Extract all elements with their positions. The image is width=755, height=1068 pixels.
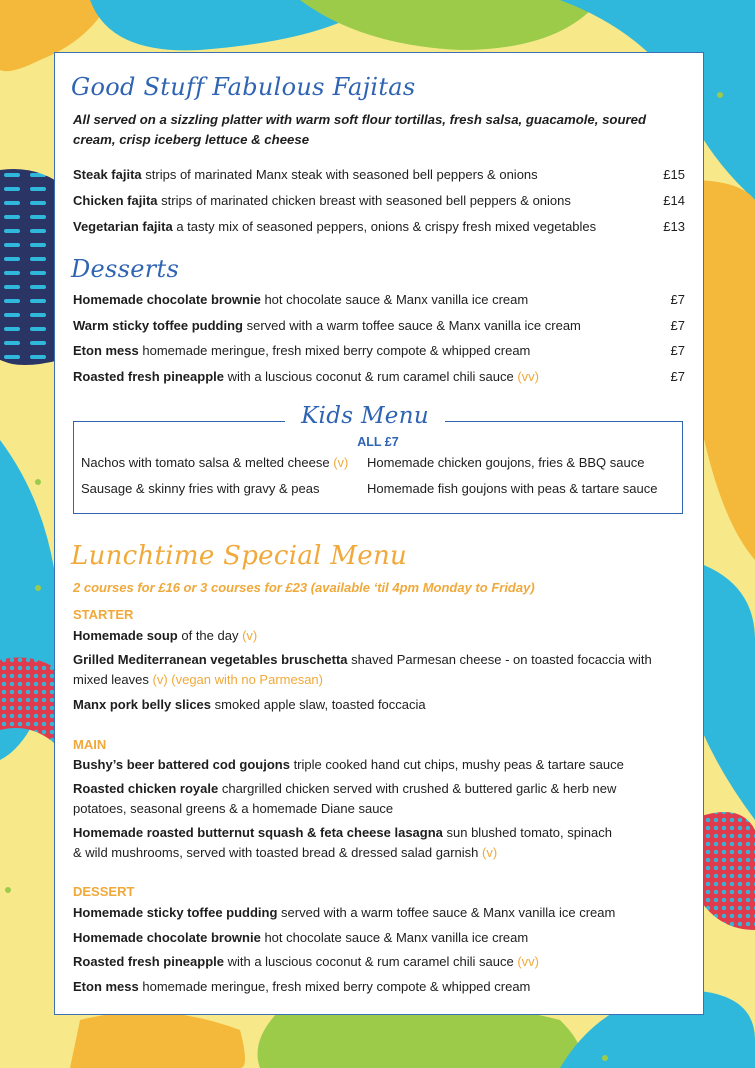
item-name: Roasted fresh pineapple (73, 369, 224, 384)
item-name: Homemade soup (73, 628, 178, 643)
item-desc: chargrilled chicken served with crushed & buttered garlic & herb new (218, 781, 617, 796)
dessert-label: DESSERT (73, 884, 135, 899)
item-name: Homemade sticky toffee pudding (73, 905, 278, 920)
lunch-subtitle: 2 courses for £16 or 3 courses for £23 (available ‘til 4pm Monday to Friday) (73, 580, 535, 595)
fajita-item (73, 165, 685, 185)
item-desc: homemade meringue, fresh mixed berry compote & whipped cream (138, 979, 531, 994)
menu-card (54, 52, 704, 1015)
item-price: £15 (663, 167, 685, 182)
item-desc: served with a warm toffee sauce & Manx vanilla ice cream (277, 905, 616, 920)
dessert-item (73, 290, 685, 310)
starter-item (73, 626, 685, 646)
item-desc: shaved Parmesan cheese - on toasted focaccia with (347, 652, 652, 667)
item-desc: sun blushed tomato, spinach (442, 825, 612, 840)
item-desc-cont: & wild mushrooms, served with toasted bread & dressed salad garnish (73, 845, 482, 860)
item-desc-cont: mixed leaves (73, 672, 153, 687)
diet-tag: (vv) (517, 369, 540, 384)
fajitas-subtitle: All served on a sizzling platter with warm soft flour tortillas, fresh salsa, guacamole, soured cream, crisp iceberg lettuce & cheese (73, 112, 647, 147)
kids-item (367, 454, 644, 472)
item-name: Homemade chocolate brownie (73, 930, 261, 945)
kids-item (81, 454, 348, 472)
item-name: Vegetarian fajita (73, 219, 173, 234)
item-desc: homemade meringue, fresh mixed berry compote & whipped cream (138, 343, 531, 358)
item-desc: with a luscious coconut & rum caramel chili sauce (223, 369, 518, 384)
item-price: £13 (663, 219, 685, 234)
kids-item-text: Homemade fish goujons with peas & tartare sauce (367, 481, 658, 496)
lunch-dessert-item (73, 928, 685, 948)
item-desc: with a luscious coconut & rum caramel chili sauce (223, 954, 518, 969)
lunch-dessert-item (73, 903, 685, 923)
kids-menu-title: Kids Menu (285, 399, 445, 433)
item-name: Manx pork belly slices (73, 697, 212, 712)
starter-item (73, 695, 685, 715)
item-name: Eton mess (73, 979, 139, 994)
item-name: Roasted fresh pineapple (73, 954, 224, 969)
diet-tag: (v) (vegan with no Parmesan) (152, 672, 323, 687)
item-name: Homemade chocolate brownie (73, 292, 261, 307)
item-desc: strips of marinated chicken breast with seasoned bell peppers & onions (157, 193, 571, 208)
kids-item-text: Nachos with tomato salsa & melted cheese (81, 455, 334, 470)
main-label: MAIN (73, 737, 107, 752)
main-item (73, 755, 685, 775)
dessert-item (73, 341, 685, 361)
fajitas-title: Good Stuff Fabulous Fajitas (71, 73, 416, 101)
diet-tag: (v) (481, 845, 498, 860)
kids-item (81, 480, 319, 498)
item-desc: strips of marinated Manx steak with seasoned bell peppers & onions (141, 167, 538, 182)
item-name: Bushy’s beer battered cod goujons (73, 757, 290, 772)
lunch-dessert-item (73, 952, 685, 972)
item-name: Grilled Mediterranean vegetables bruschetta (73, 652, 348, 667)
diet-tag: (v) (333, 455, 349, 470)
diet-tag: (vv) (517, 954, 540, 969)
item-name: Steak fajita (73, 167, 142, 182)
item-name: Chicken fajita (73, 193, 158, 208)
main-item (73, 779, 685, 819)
item-price: £7 (670, 292, 685, 307)
item-desc: smoked apple slaw, toasted foccacia (211, 697, 426, 712)
item-desc: of the day (177, 628, 243, 643)
kids-item-text: Sausage & skinny fries with gravy & peas (81, 481, 320, 496)
item-desc: hot chocolate sauce & Manx vanilla ice cream (260, 292, 529, 307)
item-name: Eton mess (73, 343, 139, 358)
lunch-title: Lunchtime Special Menu (71, 541, 408, 571)
item-desc: hot chocolate sauce & Manx vanilla ice cream (260, 930, 529, 945)
item-desc: served with a warm toffee sauce & Manx vanilla ice cream (242, 318, 581, 333)
item-desc: a tasty mix of seasoned peppers, onions & crispy fresh mixed vegetables (172, 219, 597, 234)
item-name: Roasted chicken royale (73, 781, 219, 796)
item-name: Homemade roasted butternut squash & feta cheese lasagna (73, 825, 443, 840)
item-price: £14 (663, 193, 685, 208)
lunch-dessert-item (73, 977, 685, 997)
starter-item (73, 650, 685, 690)
item-price: £7 (670, 318, 685, 333)
main-item (73, 823, 685, 863)
fajita-item (73, 191, 685, 211)
desserts-title: Desserts (71, 255, 180, 283)
dessert-item (73, 367, 685, 387)
dessert-item (73, 316, 685, 336)
item-price: £7 (670, 343, 685, 358)
item-price: £7 (670, 369, 685, 384)
starter-label: STARTER (73, 607, 134, 622)
kids-item (367, 480, 658, 498)
fajita-item (73, 217, 685, 237)
diet-tag: (v) (242, 628, 258, 643)
kids-menu-price: ALL £7 (357, 435, 399, 449)
kids-item-text: Homemade chicken goujons, fries & BBQ sauce (367, 455, 645, 470)
item-name: Warm sticky toffee pudding (73, 318, 243, 333)
item-desc: triple cooked hand cut chips, mushy peas & tartare sauce (289, 757, 624, 772)
item-desc-cont: potatoes, seasonal greens & a homemade Diane sauce (73, 801, 394, 816)
